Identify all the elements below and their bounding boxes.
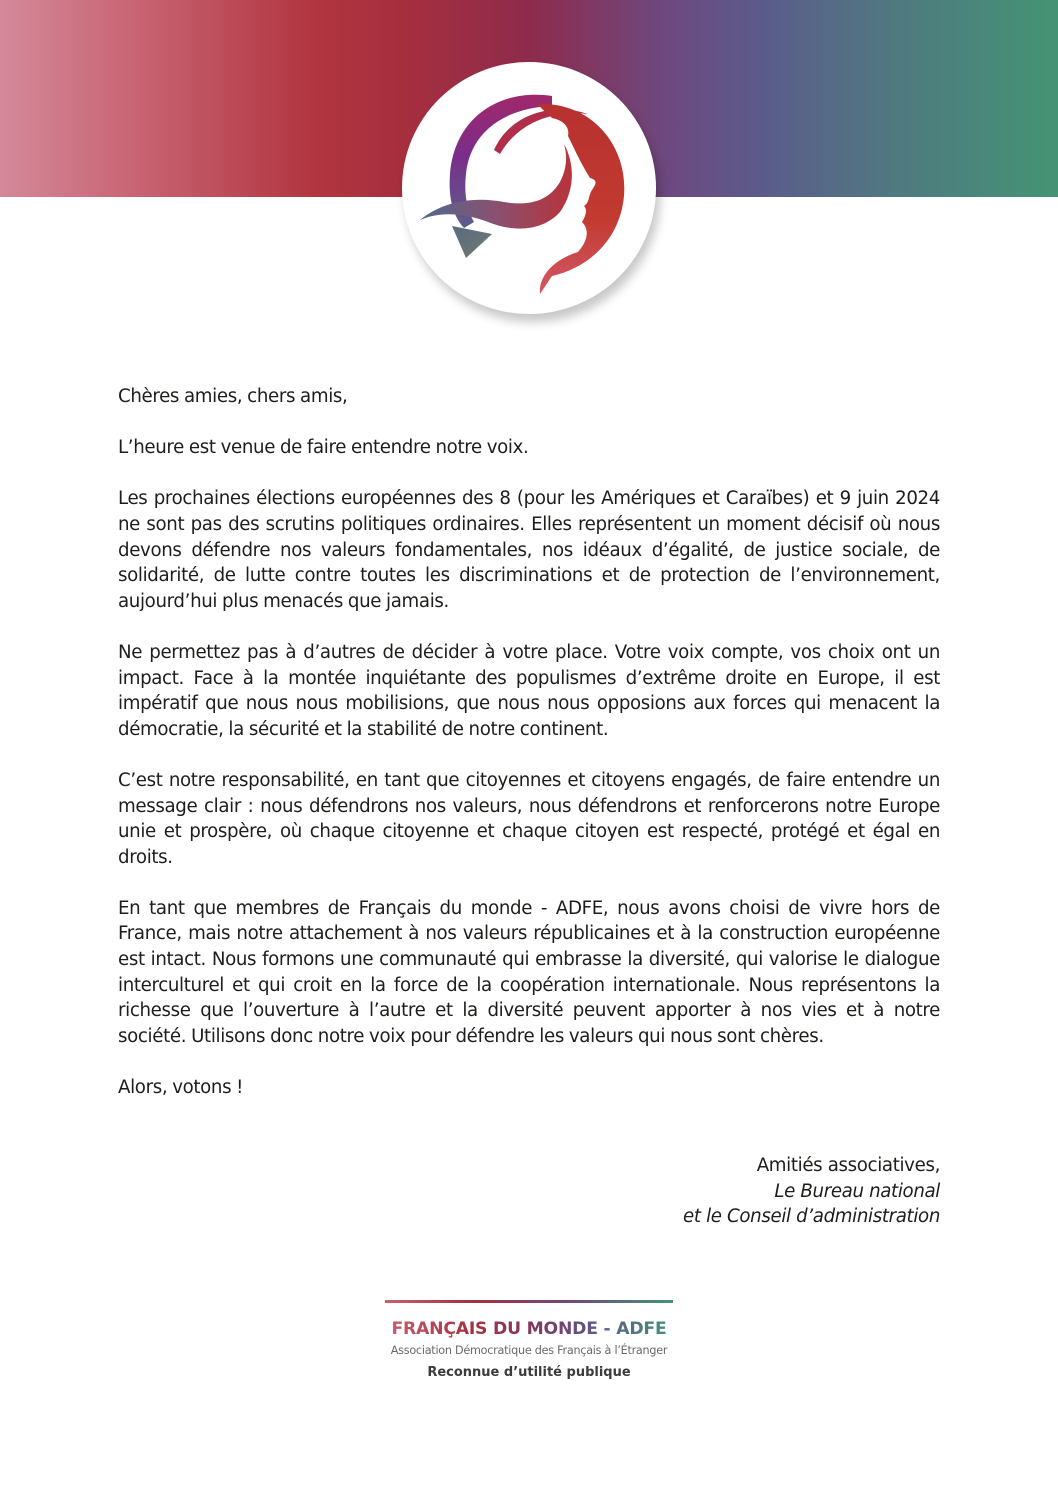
logo-badge [402, 62, 656, 314]
paragraph: Ne permettez pas à d’autres de décider à votre place. Votre voix compte, vos choix ont un impact. Face à la montée inquiétante des populismes d’extrême droite en Europe, il est impératif que nous nous mobilisions, que nous nous opposions aux forces qui menacent la démocratie, la sécurité et la stabilité de notre continent. [118, 641, 940, 740]
paragraph: C’est notre responsabilité, en tant que citoyennes et citoyens engagés, de faire entendre un message clair : nous défendrons nos valeurs, nous défendrons et renforcerons notre Europe unie et prospère, où chaque citoyenne et chaque citoyen est respecté, protégé et égal en droits. [118, 769, 940, 868]
woman-profile-logo-icon [402, 62, 656, 314]
signature-block [683, 1153, 940, 1230]
organization-status: Reconnue d’utilité publique [427, 1365, 631, 1380]
signature-closing: Amitiés associatives, [756, 1155, 940, 1176]
footer-branding [385, 1300, 673, 1382]
signature-line-conseil: et le Conseil d’administration [683, 1206, 940, 1228]
signature-line-bureau: Le Bureau national [774, 1180, 940, 1202]
closing-exclamation: Alors, votons ! [118, 1077, 244, 1099]
salutation: Chères amies, chers amis, [118, 386, 348, 407]
paragraph: Les prochaines élections européennes des 8 (pour les Amériques et Caraïbes) et 9 juin 2024 ne sont pas des scrutins politiques ordinaires. Elles représentent un moment décisif où nous devons défendre nos valeurs fondamentales, nos idéaux d’égalité, de justice sociale, de solidarité, de lutte contre toutes les discriminations et de protection de l’environnement, aujourd’hui plus menacés que jamais. [118, 488, 940, 612]
letter-body [118, 384, 940, 1126]
paragraph: L’heure est venue de faire entendre notre voix. [118, 437, 529, 459]
organization-name: FRANÇAIS DU MONDE - ADFE [385, 1318, 673, 1340]
footer-divider [385, 1300, 673, 1303]
paragraph: En tant que membres de Français du monde - ADFE, nous avons choisi de vivre hors de France, mais notre attachement à nos valeurs républicaines et à la construction européenne est intact. Nous formons une communauté qui embrasse la diversité, qui valorise le dialogue interculturel et qui croit en la force de la coopération internationale. Nous représentons la richesse que l’ouverture à l’autre et la diversité peuvent apporter à nos vies et à notre société. Utilisons donc notre voix pour défendre les valeurs qui nous sont chères. [118, 897, 940, 1047]
organization-full-name: Association Démocratique des Français à l’Étranger [390, 1344, 668, 1357]
